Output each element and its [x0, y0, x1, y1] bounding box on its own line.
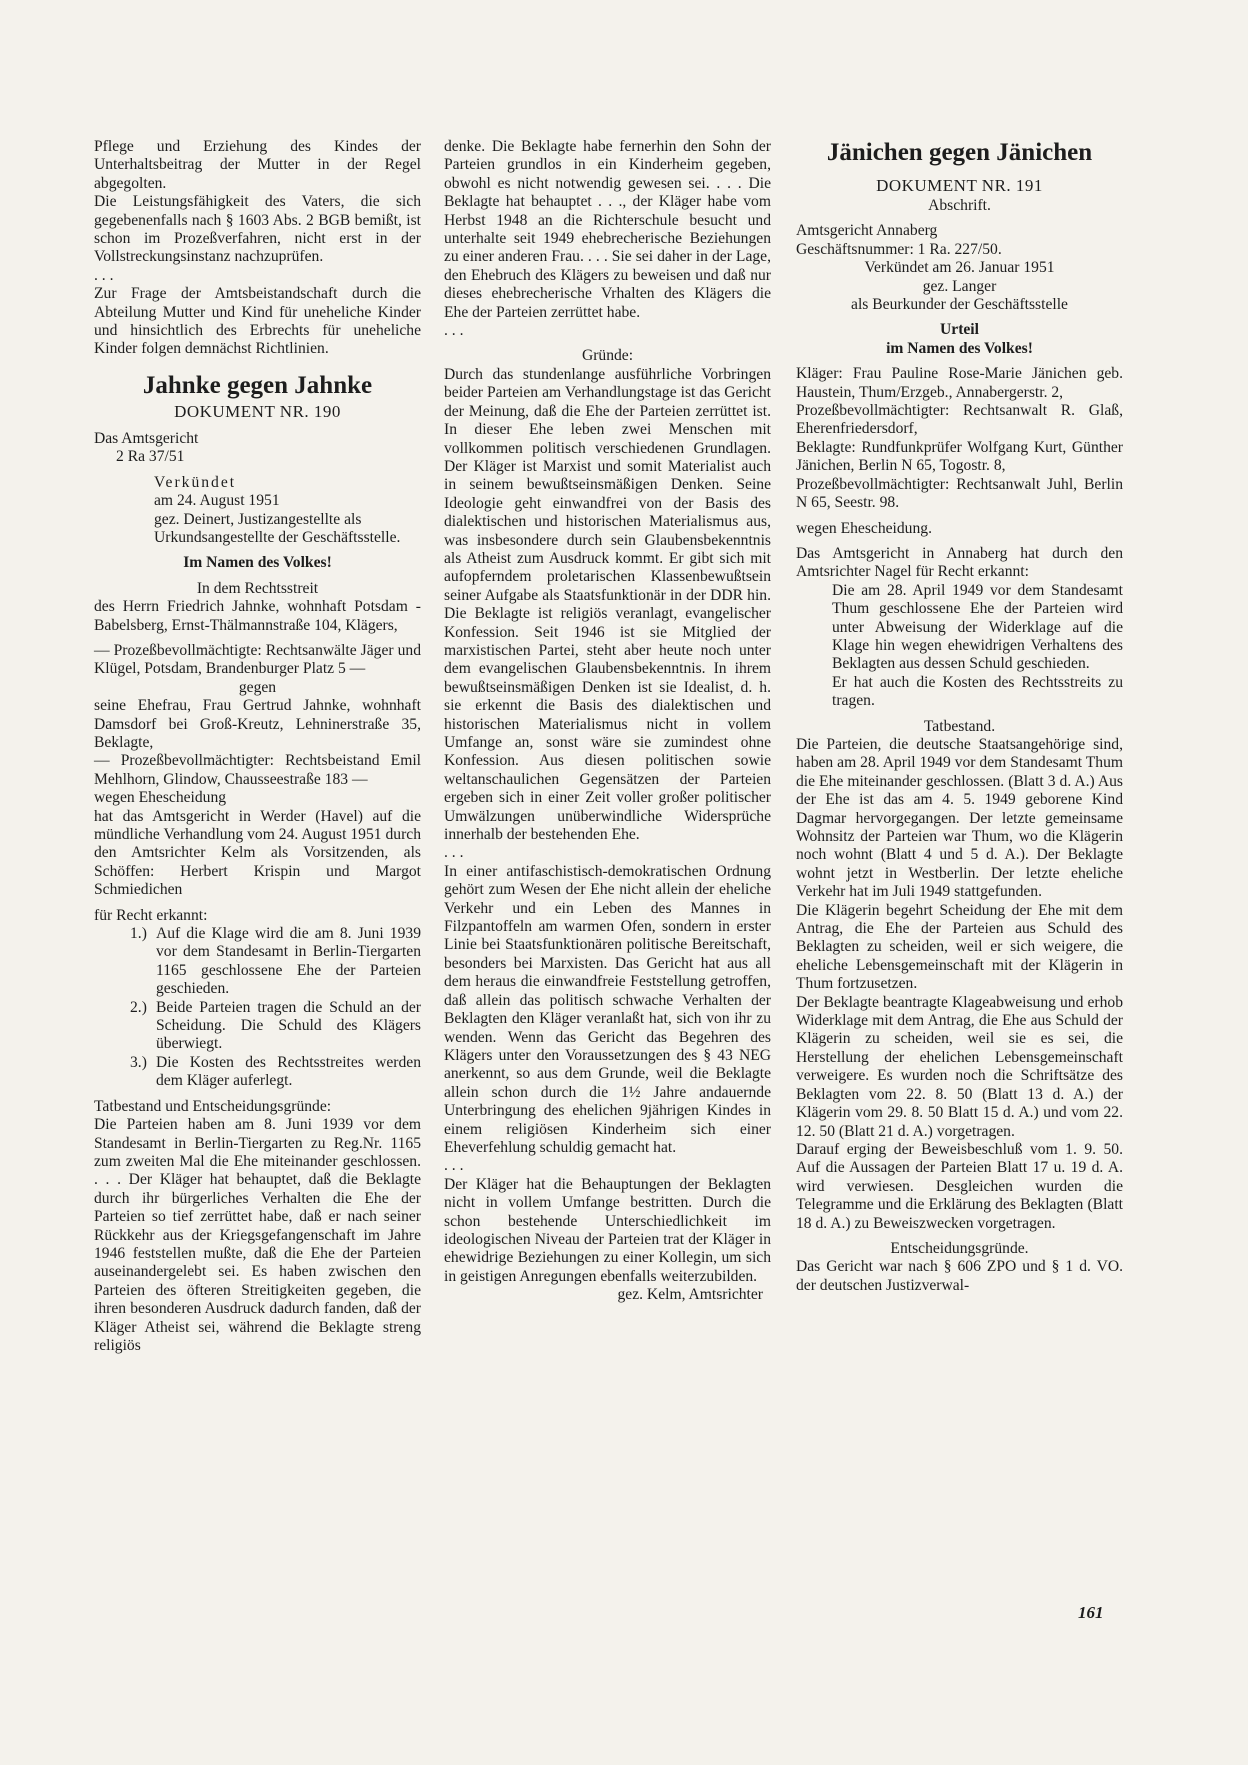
party-defendant-counsel: Prozeßbevollmächtigter: Rechtsanwalt Juhl, Berlin N 65, Seestr. 98.	[796, 475, 1123, 512]
paragraph: Der Kläger hat die Behauptungen der Beklagten nicht in vollem Umfange bestritten. Durch die schon bestehende Unterschiedlichkeit im ideologischen Niveau der Parteien trat der Kläger in ehewidrige Beziehungen zu einer Kollegin, um sich in geistigen Anregungen ebenfalls weiterzubilden.	[444, 1175, 771, 1285]
party-plaintiff: Kläger: Frau Pauline Rose-Marie Jänichen geb. Haustein, Thum/Erzgeb., Annabergerstr. 2,	[796, 365, 1123, 401]
party-defendant-counsel: — Prozeßbevollmächtigter: Rechtsbeistand Emil Mehlhorn, Glindow, Chausseestraße 183 —	[94, 752, 421, 788]
court-name: Amtsgericht Annaberg	[796, 222, 938, 240]
page-number: 161	[1078, 1603, 1104, 1622]
paragraph: Die Parteien haben am 8. Juni 1939 vor dem Standesamt in Berlin-Tiergarten zu Reg.Nr. 1165 zum zweiten Mal die Ehe miteinander geschlossen. . . . Der Kläger hat behauptet, daß die Beklagte durch ihr bürgerliches Verhalten die Ehe der Parteien so tief zerrüttet habe, daß er nach seiner Rückkehr aus der Kriegsgefangenschaft im Jahre 1946 feststellen mußte, daß die Ehe der Parteien auseinandergelebt sei. Es haben zwischen den Parteien des öfteren Streitigkeiten gegeben, die ihren besonderen Ausdruck dadurch fanden, daß der Kläger Atheist sei, während die Beklagte streng religiös	[94, 1116, 421, 1354]
ruling-text: Die am 28. April 1949 vor dem Standesamt Thum geschlossene Ehe der Parteien wird unter Abweisung der Widerklage auf die Klage hin wegen ehewidrigen Verhaltens des Beklagten aus dessen Schuld geschieden.	[832, 581, 1123, 673]
case-title: Jahnke gegen Jahnke	[142, 371, 373, 399]
party-plaintiff-counsel: — Prozeßbevollmächtigte: Rechtsanwälte Jäger und Klügel, Potsdam, Brandenburger Platz 5 —	[94, 641, 421, 678]
case-subject: wegen Ehescheidung	[94, 789, 227, 807]
copy-label: Abschrift.	[928, 197, 991, 214]
ruling-item	[94, 925, 421, 999]
document-number: DOKUMENT NR. 191	[876, 176, 1043, 195]
paragraph: Pflege und Erziehung des Kindes der Unterhaltsbeitrag der Mutter in der Regel abgegolten.	[94, 138, 421, 192]
ellipsis: . . .	[444, 322, 464, 340]
party-plaintiff: des Herrn Friedrich Jahnke, wohnhaft Potsdam - Babelsberg, Ernst-Thälmannstraße 104, Klägers,	[94, 598, 421, 634]
ruling-intro: Das Amtsgericht in Annaberg hat durch den Amtsrichter Nagel für Recht erkannt:	[796, 544, 1123, 581]
ruling-costs: Er hat auch die Kosten des Rechtsstreits zu tragen.	[832, 673, 1123, 710]
paragraph: Der Beklagte beantragte Klageabweisung und erhob Widerklage mit dem Antrag, die Ehe aus Schuld der Klägerin zu scheiden, weil sie es sei, die Herstellung der ehelichen Lebensgemeinschaft verweigere. Es wurden noch die Schriftsätze des Beklagten vom 22. 8. 50 (Blatt 13 d. A.) der Klägerin vom 29. 8. 50 Blatt 15 d. A.) und vom 22. 12. 50 (Blatt 21 d. A.) vorgetragen.	[796, 993, 1123, 1140]
document-number: DOKUMENT NR. 190	[174, 401, 341, 421]
court-composition: hat das Amtsgericht in Werder (Havel) auf die mündliche Verhandlung vom 24. August 1951 durch den Amtsrichter Kelm als Vorsitzenden, als Schöffen: Herbert Krispin und Margot Schmiedichen	[94, 807, 421, 899]
proclamation-signature: gez. Langer	[922, 277, 997, 295]
proclamation-label: Verkündet	[154, 473, 237, 491]
proclamation-date: Verkündet am 26. Januar 1951	[864, 259, 1055, 277]
ruling-number: 2.)	[130, 998, 147, 1016]
case-intro: In dem Rechtsstreit	[196, 579, 319, 597]
column-left	[94, 138, 421, 1355]
ruling-item	[94, 1054, 421, 1091]
column-middle	[444, 138, 771, 1305]
section-heading: Entscheidungsgründe.	[890, 1239, 1029, 1257]
case-title: Jänichen gegen Jänichen	[826, 139, 1093, 166]
party-defendant: Beklagte: Rundfunkprüfer Wolfgang Kurt, Günther Jänichen, Berlin N 65, Togostr. 8,	[796, 438, 1123, 475]
ruling-number: 1.)	[130, 925, 147, 943]
people-heading: im Namen des Volkes!	[886, 339, 1033, 357]
case-subject: wegen Ehescheidung.	[796, 519, 932, 537]
paragraph: denke. Die Beklagte habe fernerhin den Sohn der Parteien grundlos in ein Kinderheim gegeben, obwohl es nicht notwendig gewesen sei. . . . Die Beklagte hat behauptet . . ., der Kläger habe vom Herbst 1948 an die Richterschule besucht und unterhalte seit 1949 ehebrecherische Beziehungen zu einer anderen Frau. . . . Sie sei daher in der Lage, den Ehebruch des Klägers zu beweisen und daß nur dieses ehebrecherische Vrhalten des Klägers die Ehe der Parteien zerrüttet habe.	[444, 138, 771, 321]
ellipsis: . . .	[444, 1157, 464, 1175]
paragraph: Durch das stundenlange ausführliche Vorbringen beider Parteien am Verhandlungstage ist das Gericht der Meinung, daß die Ehe der Parteien zerrüttet ist. In dieser Ehe leben zwei Menschen mit vollkommen politisch verschiedenen Grundlagen. Der Kläger ist Marxist und somit Materialist auch in seinem bewußtseinsmäßigen Denken. Seine Ideologie geht einwandfrei von der Basis des dialektischen und historischen Materialismus aus, was insbesondere durch sein Glaubensbekenntnis als Atheist zum Ausdruck kommt. Er gibt sich mit aufopferndem proletarischen Klassenbewußtsein seiner Aufgabe als Staatsfunktionär in der DDR hin. Die Beklagte ist religiös veranlagt, evangelischer Konfession. Seit 1946 ist sie Mitglied der marxistischen Partei, steht aber heute noch unter dem evangelischen Glaubensbekenntnis. In ihrem bewußtseinsmäßigen Denken ist sie Idealist, d. h. sie erkennt die Basis des dialektischen und historischen Materialismus nicht in vollem Umfange an, sonst wäre sie zumindest ohne Konfession. Aus diesen politischen sowie weltanschaulichen Gegensätzen der Parteien ergeben sich in einer Zeit voller großer politischer Umwälzungen unüberwindliche Widersprüche innerhalb der bestehenden Ehe.	[444, 365, 771, 844]
proclamation-date: am 24. August 1951	[154, 492, 280, 510]
section-heading: Tatbestand und Entscheidungsgründe:	[94, 1097, 332, 1115]
ruling-text: Die Kosten des Rechtsstreites werden dem Kläger auferlegt.	[156, 1053, 421, 1090]
ruling-number: 3.)	[130, 1053, 147, 1071]
proclamation-signature: gez. Deinert, Justizangestellte als Urkundsangestellte der Geschäftsstelle.	[154, 510, 401, 546]
paragraph: Darauf erging der Beweisbeschluß vom 1. 9. 50. Auf die Aussagen der Parteien Blatt 17 u. 19 d. A. wird verwiesen. Desgleichen wurden die Telegramme und die Erklärung des Beklagten (Blatt 18 d. A.) zu Beweiszwecken vorgetragen.	[796, 1140, 1123, 1232]
paragraph: Die Leistungsfähigkeit des Vaters, die sich gegebenenfalls nach § 1603 Abs. 2 BGB bemißt, ist schon im Prozeßverfahren, nicht erst in der Vollstreckungsinstanz nachzuprüfen.	[94, 193, 421, 266]
party-defendant: seine Ehefrau, Frau Gertrud Jahnke, wohnhaft Damsdorf bei Groß-Kreutz, Lehninerstraße 35, Beklagte,	[94, 697, 421, 751]
file-number: 2 Ra 37/51	[116, 448, 185, 466]
judgment-heading: Urteil	[940, 321, 979, 339]
court-name: Das Amtsgericht	[94, 429, 199, 447]
section-heading: Gründe:	[581, 347, 634, 365]
ruling-text: Beide Parteien tragen die Schuld an der Scheidung. Die Schuld des Klägers überwiegt.	[156, 998, 421, 1053]
party-plaintiff-counsel: Prozeßbevollmächtigter: Rechtsanwalt R. Glaß, Eherenfriedersdorf,	[796, 402, 1123, 438]
versus-label: gegen	[238, 678, 277, 696]
ruling-intro: für Recht erkannt:	[94, 906, 208, 924]
ellipsis: . . .	[94, 266, 114, 284]
file-number: Geschäftsnummer: 1 Ra. 227/50.	[796, 240, 1002, 258]
paragraph: Die Klägerin begehrt Scheidung der Ehe mit dem Antrag, die Ehe der Parteien aus Schuld des Beklagten zu scheiden, weil er sich weigere, die eheliche Lebensgemeinschaft mit der Klägerin in Thum fortzusetzen.	[796, 901, 1123, 993]
ellipsis: . . .	[444, 844, 464, 862]
paragraph: In einer antifaschistisch-demokratischen Ordnung gehört zum Wesen der Ehe nicht allein der eheliche Verkehr und ein Leben des Mannes in Filzpantoffeln am warmen Ofen, sondern in erster Linie bei Staatsfunktionären politische Bereitschaft, besonders bei Marxisten. Das Gericht hat aus all dem heraus die einwandfreie Feststellung getroffen, daß allein das politisch schwache Verhalten der Beklagten den Kläger veranlaßt hat, sich von ihr zu wenden. Wenn das Gericht das Begehren des Klägers unter den Voraussetzungen des § 43 NEG anerkennt, so aus dem Grunde, weil die Beklagte allein schon durch die 1½ Jahre andauernde Unterbringung des ehelichen 9jährigen Kindes in einem religiösen Kinderheim sich einer Eheverfehlung schuldig gemacht hat.	[444, 862, 771, 1156]
paragraph: Die Parteien, die deutsche Staatsangehörige sind, haben am 28. April 1949 vor dem Standesamt Thum die Ehe miteinander geschlossen. (Blatt 3 d. A.) Aus der Ehe ist das am 4. 5. 1949 geborene Kind Dagmar hervorgegangen. Der letzte gemeinsame Wohnsitz der Parteien war Thum, wo die Klägerin noch wohnt (Blatt 4 und 5 d. A.). Der Beklagte wohnt jetzt in Westberlin. Der letzte eheliche Verkehr hat im Juli 1949 stattgefunden.	[796, 735, 1123, 901]
ruling-item	[94, 999, 421, 1054]
proclamation-role: als Beurkunder der Geschäftsstelle	[851, 296, 1068, 314]
judge-signature: gez. Kelm, Amtsrichter	[617, 1286, 763, 1304]
ruling-text: Auf die Klage wird die am 8. Juni 1939 vor dem Standesamt in Berlin-Tiergarten 1165 geschlossene Ehe der Parteien geschieden.	[156, 925, 421, 998]
section-heading: Tatbestand.	[923, 717, 996, 735]
paragraph: Das Gericht war nach § 606 ZPO und § 1 d. VO. der deutschen Justizverwal-	[796, 1258, 1123, 1294]
paragraph: Zur Frage der Amtsbeistandschaft durch die Abteilung Mutter und Kind für uneheliche Kinder und hinsichtlich des Erbrechts für uneheliche Kinder folgen demnächst Richtlinien.	[94, 285, 421, 358]
column-right	[796, 138, 1123, 1295]
people-heading: Im Namen des Volkes!	[183, 554, 332, 572]
